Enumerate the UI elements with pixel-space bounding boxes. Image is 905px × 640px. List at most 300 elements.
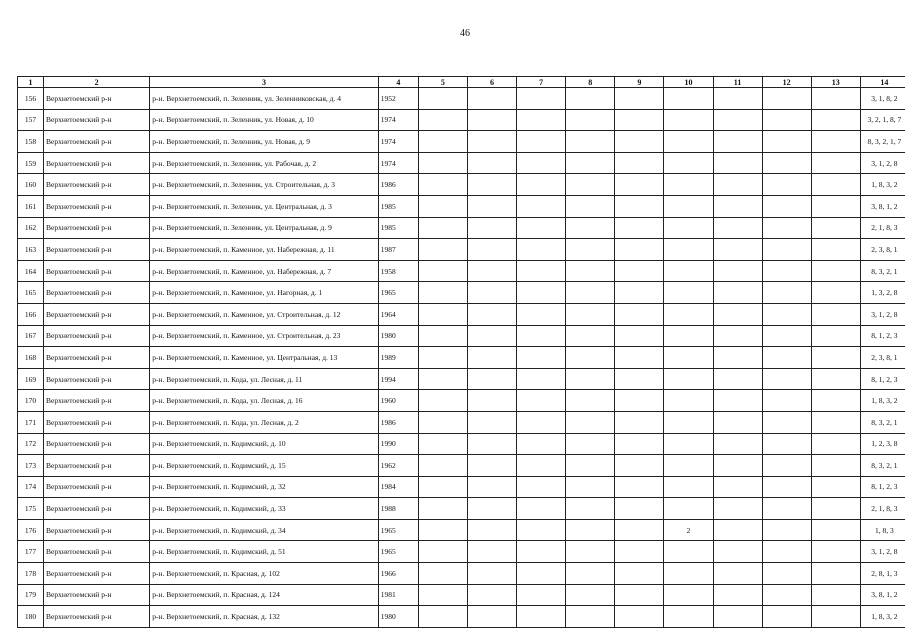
column-12-cell: [762, 217, 811, 239]
column-13-cell: [811, 455, 860, 477]
district-cell: Верхнетоемский р-н: [44, 195, 150, 217]
table-row: [18, 217, 905, 239]
column-6-cell: [467, 606, 516, 628]
district-cell: Верхнетоемский р-н: [44, 584, 150, 606]
column-13-cell: [811, 217, 860, 239]
column-10-cell: [664, 541, 713, 563]
column-8-cell: [566, 260, 615, 282]
row-number-cell: 168: [18, 347, 44, 369]
column-9-cell: [615, 411, 664, 433]
table-row: [18, 325, 905, 347]
column-12-cell: [762, 347, 811, 369]
column-7-cell: [517, 347, 566, 369]
district-cell: Верхнетоемский р-н: [44, 282, 150, 304]
column-8-cell: [566, 390, 615, 412]
column-5-cell: [418, 455, 467, 477]
column-7-cell: [517, 282, 566, 304]
table-row: [18, 109, 905, 131]
year-cell: 1986: [378, 411, 418, 433]
column-11-cell: [713, 411, 762, 433]
column-10-cell: [664, 476, 713, 498]
column-10-cell: [664, 411, 713, 433]
column-11-cell: [713, 325, 762, 347]
column-8-cell: [566, 455, 615, 477]
column-8-cell: [566, 563, 615, 585]
row-number-cell: 167: [18, 325, 44, 347]
address-cell: р-н. Верхнетоемский, п. Каменное, ул. Центральная, д. 13: [150, 347, 379, 369]
column-10-cell: [664, 368, 713, 390]
row-number-cell: 180: [18, 606, 44, 628]
district-cell: Верхнетоемский р-н: [44, 541, 150, 563]
address-cell: р-н. Верхнетоемский, п. Кодимский, д. 33: [150, 498, 379, 520]
column-6-cell: [467, 109, 516, 131]
district-cell: Верхнетоемский р-н: [44, 325, 150, 347]
column-7-cell: [517, 174, 566, 196]
column-14-cell: 8, 3, 2, 1: [860, 260, 905, 282]
address-cell: р-н. Верхнетоемский, п. Зеленник, ул. Зеленниковская, д. 4: [150, 88, 379, 110]
address-cell: р-н. Верхнетоемский, п. Кодимский, д. 32: [150, 476, 379, 498]
column-10-cell: [664, 88, 713, 110]
column-7-cell: [517, 411, 566, 433]
column-6-cell: [467, 433, 516, 455]
address-cell: р-н. Верхнетоемский, п. Красная, д. 102: [150, 563, 379, 585]
column-6-cell: [467, 390, 516, 412]
column-8-cell: [566, 195, 615, 217]
column-6-cell: [467, 239, 516, 261]
column-11-cell: [713, 152, 762, 174]
row-number-cell: 159: [18, 152, 44, 174]
column-8-cell: [566, 584, 615, 606]
table-row: [18, 131, 905, 153]
column-11-cell: [713, 476, 762, 498]
column-5-cell: [418, 411, 467, 433]
district-cell: Верхнетоемский р-н: [44, 519, 150, 541]
column-8-cell: [566, 606, 615, 628]
column-13-cell: [811, 584, 860, 606]
column-9-cell: [615, 260, 664, 282]
row-number-cell: 158: [18, 131, 44, 153]
column-11-cell: [713, 584, 762, 606]
table-row: [18, 260, 905, 282]
column-11-cell: [713, 347, 762, 369]
column-5-cell: [418, 347, 467, 369]
column-11-cell: [713, 174, 762, 196]
column-10-cell: [664, 584, 713, 606]
column-7-cell: [517, 325, 566, 347]
row-number-cell: 174: [18, 476, 44, 498]
year-cell: 1990: [378, 433, 418, 455]
address-cell: р-н. Верхнетоемский, п. Кодимский, д. 51: [150, 541, 379, 563]
column-6-cell: [467, 282, 516, 304]
year-cell: 1965: [378, 282, 418, 304]
column-9-cell: [615, 541, 664, 563]
column-13-cell: [811, 303, 860, 325]
address-cell: р-н. Верхнетоемский, п. Зеленник, ул. Новая, д. 9: [150, 131, 379, 153]
column-9-cell: [615, 347, 664, 369]
column-8-cell: [566, 476, 615, 498]
row-number-cell: 157: [18, 109, 44, 131]
column-5-cell: [418, 303, 467, 325]
year-cell: 1994: [378, 368, 418, 390]
row-number-cell: 161: [18, 195, 44, 217]
column-14-cell: 1, 8, 3: [860, 519, 905, 541]
column-8-cell: [566, 174, 615, 196]
column-9-cell: [615, 109, 664, 131]
column-11-cell: [713, 541, 762, 563]
column-7-cell: [517, 519, 566, 541]
column-8-cell: [566, 282, 615, 304]
column-14-cell: 8, 3, 2, 1: [860, 411, 905, 433]
column-10-cell: [664, 563, 713, 585]
row-number-cell: 162: [18, 217, 44, 239]
column-6-cell: [467, 455, 516, 477]
column-12-cell: [762, 282, 811, 304]
column-11-cell: [713, 563, 762, 585]
column-9-cell: [615, 606, 664, 628]
column-5-cell: [418, 541, 467, 563]
column-10-cell: [664, 303, 713, 325]
table-row: [18, 88, 905, 110]
year-cell: 1958: [378, 260, 418, 282]
row-number-cell: 177: [18, 541, 44, 563]
column-header-11: 11: [713, 77, 762, 88]
district-cell: Верхнетоемский р-н: [44, 390, 150, 412]
table-row: [18, 152, 905, 174]
column-9-cell: [615, 584, 664, 606]
row-number-cell: 172: [18, 433, 44, 455]
column-8-cell: [566, 325, 615, 347]
column-13-cell: [811, 476, 860, 498]
column-7-cell: [517, 368, 566, 390]
column-7-cell: [517, 217, 566, 239]
column-5-cell: [418, 282, 467, 304]
column-13-cell: [811, 152, 860, 174]
column-header-12: 12: [762, 77, 811, 88]
column-14-cell: 1, 8, 3, 2: [860, 174, 905, 196]
column-8-cell: [566, 109, 615, 131]
column-11-cell: [713, 282, 762, 304]
row-number-cell: 179: [18, 584, 44, 606]
column-7-cell: [517, 584, 566, 606]
column-7-cell: [517, 88, 566, 110]
district-cell: Верхнетоемский р-н: [44, 476, 150, 498]
column-13-cell: [811, 390, 860, 412]
table-row: [18, 390, 905, 412]
column-11-cell: [713, 195, 762, 217]
column-14-cell: 1, 3, 2, 8: [860, 282, 905, 304]
column-5-cell: [418, 152, 467, 174]
column-13-cell: [811, 325, 860, 347]
address-cell: р-н. Верхнетоемский, п. Кода, ул. Лесная, д. 16: [150, 390, 379, 412]
column-12-cell: [762, 390, 811, 412]
column-10-cell: [664, 433, 713, 455]
year-cell: 1966: [378, 563, 418, 585]
district-cell: Верхнетоемский р-н: [44, 152, 150, 174]
header-row: [18, 77, 905, 88]
column-6-cell: [467, 260, 516, 282]
column-5-cell: [418, 109, 467, 131]
column-13-cell: [811, 347, 860, 369]
row-number-cell: 166: [18, 303, 44, 325]
column-13-cell: [811, 131, 860, 153]
column-10-cell: [664, 498, 713, 520]
column-12-cell: [762, 498, 811, 520]
column-13-cell: [811, 433, 860, 455]
address-cell: р-н. Верхнетоемский, п. Зеленник, ул. Центральная, д. 9: [150, 217, 379, 239]
year-cell: 1989: [378, 347, 418, 369]
column-7-cell: [517, 433, 566, 455]
row-number-cell: 160: [18, 174, 44, 196]
year-cell: 1974: [378, 131, 418, 153]
column-10-cell: [664, 109, 713, 131]
column-13-cell: [811, 368, 860, 390]
year-cell: 1964: [378, 303, 418, 325]
column-14-cell: 8, 1, 2, 3: [860, 325, 905, 347]
column-14-cell: 1, 2, 3, 8: [860, 433, 905, 455]
address-cell: р-н. Верхнетоемский, п. Зеленник, ул. Центральная, д. 3: [150, 195, 379, 217]
column-12-cell: [762, 260, 811, 282]
column-13-cell: [811, 519, 860, 541]
column-5-cell: [418, 325, 467, 347]
year-cell: 1980: [378, 606, 418, 628]
column-7-cell: [517, 541, 566, 563]
column-8-cell: [566, 239, 615, 261]
row-number-cell: 169: [18, 368, 44, 390]
column-8-cell: [566, 152, 615, 174]
column-14-cell: 3, 1, 2, 8: [860, 541, 905, 563]
column-13-cell: [811, 239, 860, 261]
column-9-cell: [615, 174, 664, 196]
district-cell: Верхнетоемский р-н: [44, 88, 150, 110]
district-cell: Верхнетоемский р-н: [44, 498, 150, 520]
column-header-7: 7: [517, 77, 566, 88]
year-cell: 1981: [378, 584, 418, 606]
column-10-cell: [664, 217, 713, 239]
column-5-cell: [418, 606, 467, 628]
column-14-cell: 3, 1, 2, 8: [860, 303, 905, 325]
column-6-cell: [467, 174, 516, 196]
column-5-cell: [418, 476, 467, 498]
year-cell: 1960: [378, 390, 418, 412]
column-9-cell: [615, 217, 664, 239]
column-header-1: 1: [18, 77, 44, 88]
table-row: [18, 584, 905, 606]
column-12-cell: [762, 131, 811, 153]
column-12-cell: [762, 411, 811, 433]
column-8-cell: [566, 433, 615, 455]
address-cell: р-н. Верхнетоемский, п. Кодимский, д. 34: [150, 519, 379, 541]
table-row: [18, 433, 905, 455]
year-cell: 1984: [378, 476, 418, 498]
column-9-cell: [615, 476, 664, 498]
column-9-cell: [615, 88, 664, 110]
column-9-cell: [615, 563, 664, 585]
column-14-cell: 2, 1, 8, 3: [860, 498, 905, 520]
column-14-cell: 2, 1, 8, 3: [860, 217, 905, 239]
table-row: [18, 239, 905, 261]
district-cell: Верхнетоемский р-н: [44, 433, 150, 455]
table-row: [18, 368, 905, 390]
address-cell: р-н. Верхнетоемский, п. Кода, ул. Лесная, д. 11: [150, 368, 379, 390]
column-10-cell: [664, 606, 713, 628]
column-5-cell: [418, 498, 467, 520]
row-number-cell: 175: [18, 498, 44, 520]
address-cell: р-н. Верхнетоемский, п. Кодимский, д. 15: [150, 455, 379, 477]
address-cell: р-н. Верхнетоемский, п. Каменное, ул. Строительная, д. 12: [150, 303, 379, 325]
column-10-cell: [664, 282, 713, 304]
column-11-cell: [713, 606, 762, 628]
column-9-cell: [615, 282, 664, 304]
column-8-cell: [566, 498, 615, 520]
year-cell: 1986: [378, 174, 418, 196]
column-8-cell: [566, 519, 615, 541]
column-12-cell: [762, 541, 811, 563]
address-cell: р-н. Верхнетоемский, п. Каменное, ул. Строительная, д. 23: [150, 325, 379, 347]
column-14-cell: 8, 1, 2, 3: [860, 476, 905, 498]
column-5-cell: [418, 174, 467, 196]
column-6-cell: [467, 563, 516, 585]
column-13-cell: [811, 563, 860, 585]
column-5-cell: [418, 390, 467, 412]
column-12-cell: [762, 174, 811, 196]
column-header-9: 9: [615, 77, 664, 88]
column-7-cell: [517, 239, 566, 261]
column-11-cell: [713, 239, 762, 261]
column-14-cell: 3, 1, 8, 2: [860, 88, 905, 110]
column-header-4: 4: [378, 77, 418, 88]
column-7-cell: [517, 303, 566, 325]
district-cell: Верхнетоемский р-н: [44, 260, 150, 282]
column-10-cell: [664, 152, 713, 174]
column-5-cell: [418, 131, 467, 153]
row-number-cell: 170: [18, 390, 44, 412]
year-cell: 1952: [378, 88, 418, 110]
district-cell: Верхнетоемский р-н: [44, 131, 150, 153]
table-row: [18, 563, 905, 585]
column-11-cell: [713, 433, 762, 455]
column-5-cell: [418, 519, 467, 541]
column-11-cell: [713, 303, 762, 325]
column-6-cell: [467, 303, 516, 325]
row-number-cell: 178: [18, 563, 44, 585]
column-9-cell: [615, 152, 664, 174]
table-row: [18, 174, 905, 196]
address-cell: р-н. Верхнетоемский, п. Кода, ул. Лесная, д. 2: [150, 411, 379, 433]
column-9-cell: [615, 433, 664, 455]
table-header: [18, 77, 905, 88]
column-13-cell: [811, 174, 860, 196]
column-5-cell: [418, 260, 467, 282]
row-number-cell: 173: [18, 455, 44, 477]
column-8-cell: [566, 303, 615, 325]
address-cell: р-н. Верхнетоемский, п. Красная, д. 124: [150, 584, 379, 606]
column-5-cell: [418, 433, 467, 455]
table-row: [18, 476, 905, 498]
column-14-cell: 1, 8, 3, 2: [860, 390, 905, 412]
year-cell: 1987: [378, 239, 418, 261]
column-9-cell: [615, 303, 664, 325]
column-13-cell: [811, 282, 860, 304]
column-9-cell: [615, 325, 664, 347]
column-10-cell: [664, 131, 713, 153]
address-cell: р-н. Верхнетоемский, п. Зеленник, ул. Строительная, д. 3: [150, 174, 379, 196]
column-header-5: 5: [418, 77, 467, 88]
column-7-cell: [517, 260, 566, 282]
column-13-cell: [811, 195, 860, 217]
column-11-cell: [713, 217, 762, 239]
column-11-cell: [713, 109, 762, 131]
year-cell: 1962: [378, 455, 418, 477]
column-6-cell: [467, 368, 516, 390]
column-12-cell: [762, 195, 811, 217]
column-6-cell: [467, 325, 516, 347]
table-row: [18, 498, 905, 520]
district-cell: Верхнетоемский р-н: [44, 174, 150, 196]
district-cell: Верхнетоемский р-н: [44, 563, 150, 585]
column-header-10: 10: [664, 77, 713, 88]
table-row: [18, 411, 905, 433]
column-8-cell: [566, 541, 615, 563]
column-10-cell: [664, 455, 713, 477]
column-10-cell: [664, 195, 713, 217]
column-7-cell: [517, 563, 566, 585]
year-cell: 1988: [378, 498, 418, 520]
column-header-8: 8: [566, 77, 615, 88]
column-11-cell: [713, 455, 762, 477]
table-row: [18, 303, 905, 325]
table-row: [18, 195, 905, 217]
column-9-cell: [615, 239, 664, 261]
row-number-cell: 156: [18, 88, 44, 110]
column-10-cell: [664, 347, 713, 369]
column-10-cell: [664, 239, 713, 261]
column-7-cell: [517, 476, 566, 498]
table-row: [18, 541, 905, 563]
column-14-cell: 8, 1, 2, 3: [860, 368, 905, 390]
district-cell: Верхнетоемский р-н: [44, 303, 150, 325]
column-11-cell: [713, 88, 762, 110]
year-cell: 1974: [378, 109, 418, 131]
table-row: [18, 606, 905, 628]
column-14-cell: 1, 8, 3, 2: [860, 606, 905, 628]
district-cell: Верхнетоемский р-н: [44, 368, 150, 390]
column-9-cell: [615, 390, 664, 412]
column-12-cell: [762, 584, 811, 606]
column-5-cell: [418, 368, 467, 390]
column-11-cell: [713, 131, 762, 153]
row-number-cell: 171: [18, 411, 44, 433]
column-6-cell: [467, 519, 516, 541]
column-6-cell: [467, 88, 516, 110]
address-cell: р-н. Верхнетоемский, п. Зеленник, ул. Рабочая, д. 2: [150, 152, 379, 174]
page-number: 46: [460, 28, 470, 39]
column-8-cell: [566, 88, 615, 110]
column-14-cell: 3, 1, 2, 8: [860, 152, 905, 174]
column-7-cell: [517, 606, 566, 628]
column-14-cell: 8, 3, 2, 1: [860, 455, 905, 477]
column-9-cell: [615, 498, 664, 520]
district-cell: Верхнетоемский р-н: [44, 239, 150, 261]
address-cell: р-н. Верхнетоемский, п. Красная, д. 132: [150, 606, 379, 628]
column-13-cell: [811, 109, 860, 131]
column-12-cell: [762, 606, 811, 628]
column-13-cell: [811, 411, 860, 433]
column-10-cell: [664, 325, 713, 347]
column-11-cell: [713, 390, 762, 412]
column-10-cell: 2: [664, 519, 713, 541]
column-9-cell: [615, 368, 664, 390]
district-cell: Верхнетоемский р-н: [44, 217, 150, 239]
